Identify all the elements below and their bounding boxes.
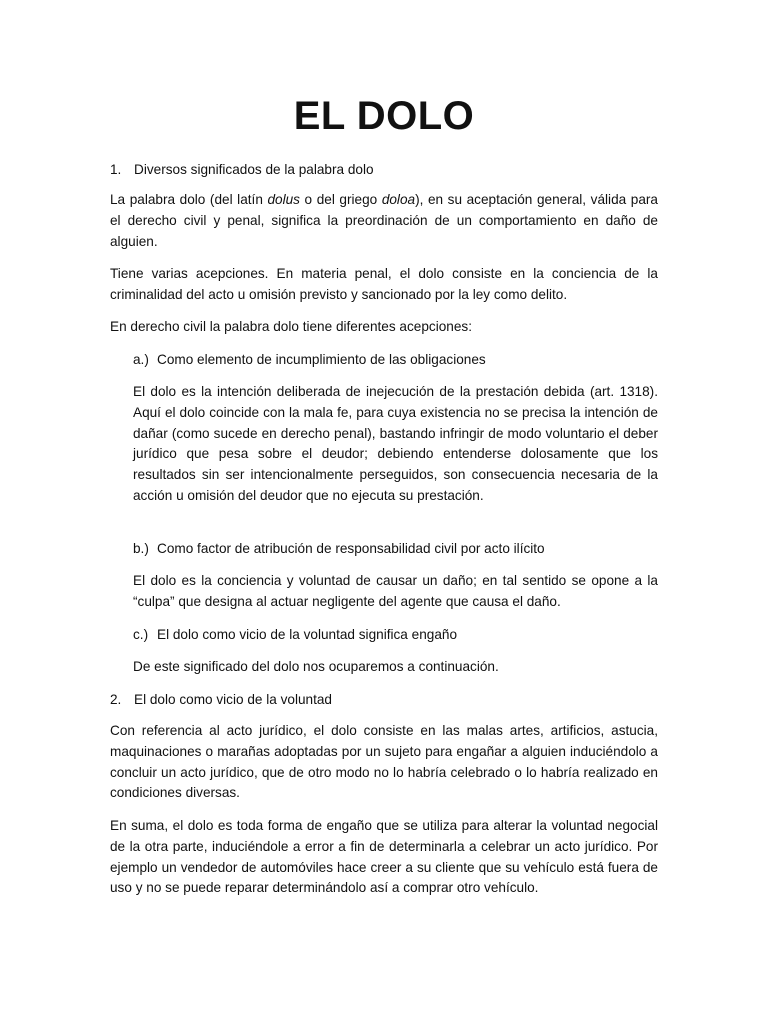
item-a-heading-text: Como elemento de incumplimiento de las obligaciones (157, 352, 486, 367)
section-1-heading (110, 160, 374, 181)
item-a-heading (133, 350, 486, 371)
item-c-heading-text: El dolo como vicio de la voluntad significa engaño (157, 627, 458, 642)
section-1-number: 1. (110, 162, 122, 177)
item-a-marker: a.) (133, 352, 149, 367)
section-2-paragraph-2: En suma, el dolo es toda forma de engaño que se utiliza para alterar la voluntad negocial de la otra parte, induciéndole a error a fin de determinarla a celebrar un acto jurídico. Por ejemplo un vendedor de automóviles hace creer a su cliente que su vehículo está fuera de uso y no se puede reparar determinándolo así a comprar otro vehículo. (110, 818, 658, 896)
item-c-heading (133, 625, 457, 646)
item-b-marker: b.) (133, 541, 149, 556)
item-b-heading-text: Como factor de atribución de responsabilidad civil por acto ilícito (157, 541, 545, 556)
section-2-heading-text: El dolo como vicio de la voluntad (134, 692, 332, 707)
latin-term: dolus (267, 192, 300, 207)
paragraph-text: ), en su aceptación general, válida para el derecho civil y penal, significa la preordinación de un comportamiento en daño de alguien. (110, 192, 658, 249)
section-1-paragraph-3: En derecho civil la palabra dolo tiene diferentes acepciones: (110, 319, 472, 334)
paragraph-text: o del griego (299, 192, 382, 207)
section-2-number: 2. (110, 692, 122, 707)
section-2-paragraph-1: Con referencia al acto jurídico, el dolo consiste en las malas artes, artificios, astucia, maquinaciones o marañas adoptadas por un sujeto para engañar a alguien induciéndolo a concluir un acto jurídico, que de otro modo no lo habría celebrado o lo habría realizado en condiciones diversas. (110, 723, 658, 801)
item-c-text: De este significado del dolo nos ocuparemos a continuación. (133, 659, 499, 674)
section-1-paragraph-1 (110, 190, 658, 252)
item-b-text: El dolo es la conciencia y voluntad de causar un daño; en tal sentido se opone a la “culpa” que designa al actuar negligente del agente que causa el daño. (133, 573, 658, 609)
paragraph-text: La palabra dolo (del latín (110, 192, 268, 207)
item-c-marker: c.) (133, 627, 149, 642)
item-b-heading (133, 539, 545, 560)
greek-term: doloa (381, 192, 416, 207)
section-1-heading-text: Diversos significados de la palabra dolo (134, 162, 374, 177)
section-1-paragraph-2: Tiene varias acepciones. En materia penal, el dolo consiste en la conciencia de la criminalidad del acto u omisión previsto y sancionado por la ley como delito. (110, 266, 658, 302)
item-a-text: El dolo es la intención deliberada de inejecución de la prestación debida (art. 1318). Aquí el dolo coincide con la mala fe, para cuya existencia no se precisa la intención de dañar (como sucede en derecho penal), bastando infringir de modo voluntario el deber jurídico que pesa sobre el deudor; debiendo entenderse dolosamente que los resultados sin ser intencionalmente perseguidos, son consecuencia necesaria de la acción u omisión del deudor que no ejecuta su prestación. (133, 384, 658, 503)
document-title: EL DOLO (293, 94, 475, 138)
section-2-heading (110, 690, 332, 711)
